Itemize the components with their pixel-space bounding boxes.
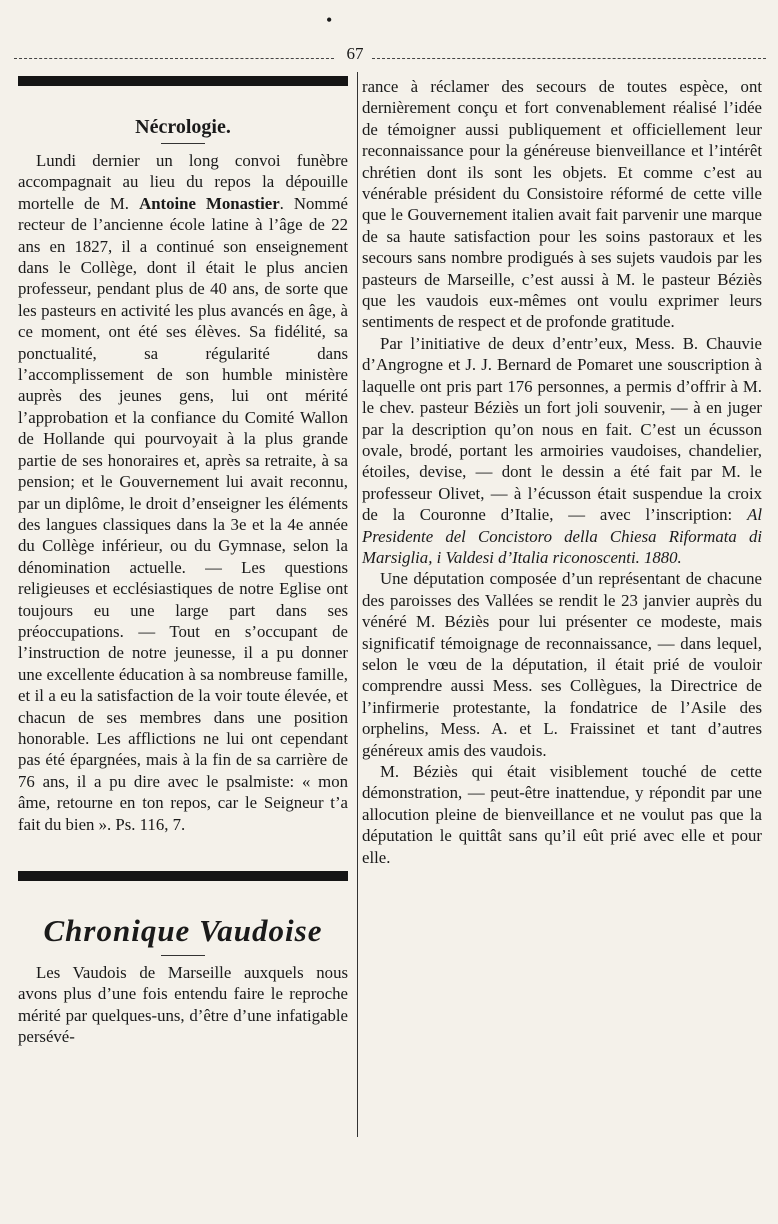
chronique-text-right <box>362 76 762 868</box>
page-number: 67 <box>346 44 364 63</box>
necrologie-text-b: . Nommé recteur de l’ancienne école latine à l’âge de 22 ans en 1827, il a continué son enseignement dans le Collège, dont il était le plus ancien professeur, pendant plus de 40 ans, de sorte que les pasteurs en activité les plus avancés en âge, à ce moment, ont été ses élèves. Sa fidélité, sa ponctualité, sa régularité dans l’accomplissement de son humble ministère auprès des jeunes gens, lui ont mérité l’approbation et la confiance du Comité Wallon de Hollande qui pourvoyait à la plus grande partie de ses honoraires et, après sa retraite, à sa pension; et le Gouvernement lui avait reconnu, par un diplôme, le droit d’enseigner les éléments des langues classiques dans la 3e et la 4e année du Collège inférieur, ou du Gymnase, selon la dénomination actuelle. — Les questions religieuses et ecclésiastiques de notre Eglise ont toujours eu une large part dans ses préoccupations. — Tout en s’occupant de l’instruction de notre jeunesse, il a pu donner une excellente éducation à sa nombreuse famille, et il a eu la satisfaction de la voir toute élevée, et chacun de ses membres dans une position honorable. Les afflictions ne lui ont cependant pas été épargnées, mais à la fin de sa carrière de 76 ans, il a pu dire avec le psalmiste: « mon âme, retourne en ton repos, car le Seigneur t’a fait du bien ». Ps. 116, 7. <box>18 193 348 834</box>
right-column <box>362 76 762 868</box>
chronique-paragraph-3: Une députation composée d’un représentant de chacune des paroisses des Vallées se rendit le 23 janvier auprès du vénéré M. Béziès pour lui présenter ce modeste, mais significatif témoignage de reconnaissance, — dans lequel, selon le vœu de la députation, il était prié de vouloir comprendre aussi Mess. ses Collègues, la Directrice de l’infirmerie protestante, la fondatrice de l’Asile des orphelins, Mess. A. et L. Fraissinet et tant d’autres généreux amis des vaudois. <box>362 569 762 760</box>
necrologie-paragraph <box>18 150 348 835</box>
left-column <box>18 76 348 1048</box>
column-divider <box>357 72 358 1137</box>
chronique-inscription: Al Presidente del Concistoro della Chiesa Riformata di Marsiglia, i Valdesi d’Italia riconoscenti. 1880. <box>362 505 762 567</box>
chronique-p2-text: Par l’initiative de deux d’entr’eux, Mess. B. Chauvie d’Angrogne et J. J. Bernard de Pomaret une souscription à laquelle ont pris part 176 personnes, a permis d’offrir à M. le chev. pasteur Béziès un fort joli souvenir, — à en juger par la description qu’on nous en fait. C’est un écusson ovale, brodé, portant les armoiries vaudoises, chandelier, étoiles, devise, — dont le dessin a été fait par M. le professeur Olivet, — à l’écusson était suspendue la croix de la Couronne d’Italie, — avec l’inscription: <box>362 333 762 525</box>
chronique-paragraph-4: M. Béziès qui était visiblement touché de cette démonstration, — peut-être inattendue, y répondit par une allocution pleine de bienveillance et ne voulut pas que la députation le quittât sans qu’il eût prié avec elle et pour elle. <box>362 762 762 867</box>
necrologie-text <box>18 150 348 835</box>
chronique-text-left <box>18 962 348 1048</box>
chronique-paragraph-1-end: rance à réclamer des secours de toutes espèce, ont dernièrement conçu et fort convenablement réalisé l’idée de témoigner aussi publiquement et officiellement leur reconnaissance pour la généreuse bienveillance et l’intérêt chrétien dont ils sont les objets. Et comme c’est au vénérable président du Consistoire réformé de cette ville que le Gouvernement italien avait fait parvenir une marque de sa haute satisfaction pour les soins pastoraux et les secours sans nombre prodigués à ses sujets vaudois par les pasteurs de Marseille, c’est aussi à M. le pasteur Béziès que les vaudois eux-mêmes ont voulu exprimer leurs sentiments de respect et de profonde gratitude. <box>362 77 762 332</box>
header-rule-right <box>372 58 766 59</box>
ink-speck: • <box>326 10 333 30</box>
chronique-paragraph-2 <box>362 333 762 568</box>
title-dash <box>161 143 205 144</box>
necrologie-name: Antoine Monastier <box>139 193 280 213</box>
chronique-title: Chronique Vaudoise <box>43 913 323 948</box>
section-rule-middle <box>18 871 348 881</box>
chronique-paragraph-1-start: Les Vaudois de Marseille auxquels nous avons plus d’une fois entendu faire le reproche mérité par quelques-uns, d’être d’une infatigable persévé- <box>18 963 348 1047</box>
necrologie-title: Nécrologie. <box>135 116 231 138</box>
page-header <box>14 44 766 66</box>
header-rule-left <box>14 58 334 59</box>
title-dash <box>161 955 205 956</box>
section-rule-top <box>18 76 348 86</box>
necrologie-text-a: Lundi dernier un long convoi funèbre accompagnait au lieu du repos la dépouille mortelle de M. <box>18 151 348 213</box>
